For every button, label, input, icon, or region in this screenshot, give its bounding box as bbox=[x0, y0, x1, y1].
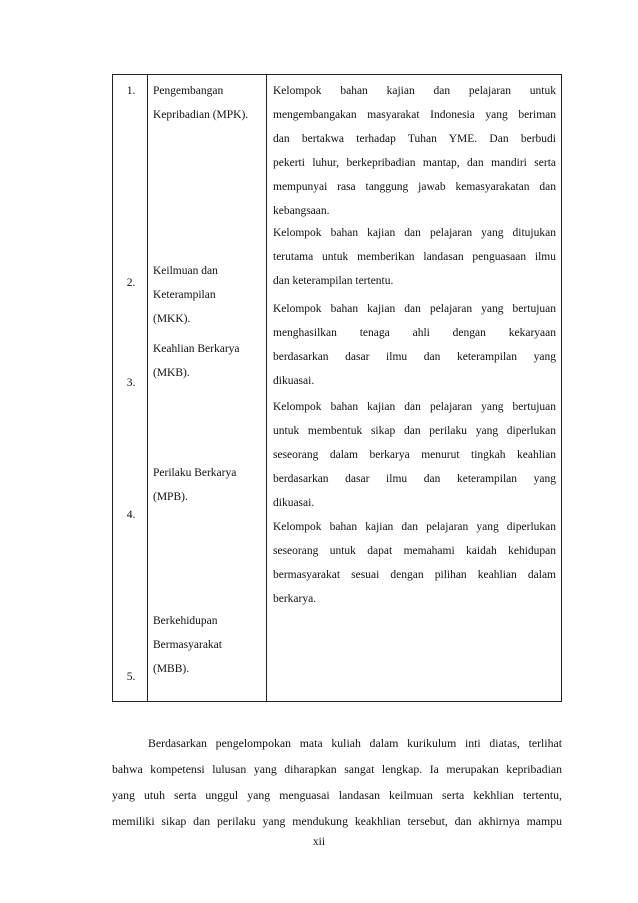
page-number: xii bbox=[312, 836, 326, 848]
table-column-divider bbox=[147, 75, 148, 701]
row-description: Kelompok bahan kajian dan pelajaran yang ditujukan terutama untuk memberikan landasan penguasaan ilmu dan keterampilan tertentu. bbox=[273, 227, 556, 287]
row-number: 4. bbox=[126, 509, 136, 521]
curriculum-table bbox=[112, 74, 562, 702]
body-paragraph: Berdasarkan pengelompokan mata kuliah dalam kurikulum inti diatas, terlihat bahwa kompetensi lulusan yang diharapkan sangat lengkap. Ia merupakan kepribadian yang utuh serta unggul yang menguasai landasan keilmuan serta kekhlian tertentu, memiliki sikap dan perilaku yang mendukung keakhlian tersebut, dan akhirnya mampu bbox=[112, 736, 562, 828]
row-number: 3. bbox=[126, 377, 136, 389]
row-number: 5. bbox=[126, 671, 136, 683]
row-number: 1. bbox=[126, 85, 136, 97]
row-number: 2. bbox=[126, 277, 136, 289]
row-description: Kelompok bahan kajian dan pelajaran yang diperlukan seseorang untuk dapat memahami kaidah kehidupan bermasyarakat sesuai dengan pilihan keahlian dalam berkarya. bbox=[273, 521, 556, 605]
row-description: Kelompok bahan kajian dan pelajaran yang bertujuan untuk membentuk sikap dan perilaku yang diperlukan seseorang dalam berkarya menurut tingkah keahlian berdasarkan dasar ilmu dan keterampilan yang dikuasai. bbox=[273, 401, 556, 509]
table-column-divider bbox=[266, 75, 267, 701]
row-name: Keahlian Berkarya (MKB). bbox=[153, 343, 240, 379]
row-description: Kelompok bahan kajian dan pelajaran yang bertujuan menghasilkan tenaga ahli dengan kekaryaan berdasarkan dasar ilmu dan keterampilan yang dikuasai. bbox=[273, 303, 556, 387]
row-name: Berkehidupan Bermasyarakat (MBB). bbox=[153, 615, 222, 675]
row-name: Keilmuan dan Keterampilan (MKK). bbox=[153, 265, 218, 325]
row-name: Pengembangan Kepribadian (MPK). bbox=[153, 85, 249, 121]
row-name: Perilaku Berkarya (MPB). bbox=[153, 467, 237, 503]
row-description: Kelompok bahan kajian dan pelajaran untuk mengembangakan masyarakat Indonesia yang beriman dan bertakwa terhadap Tuhan YME. Dan berbudi pekerti luhur, berkepribadian mantap, dan mandiri serta mempunyai rasa tanggung jawab kemasyarakatan dan kebangsaan. bbox=[273, 85, 556, 217]
